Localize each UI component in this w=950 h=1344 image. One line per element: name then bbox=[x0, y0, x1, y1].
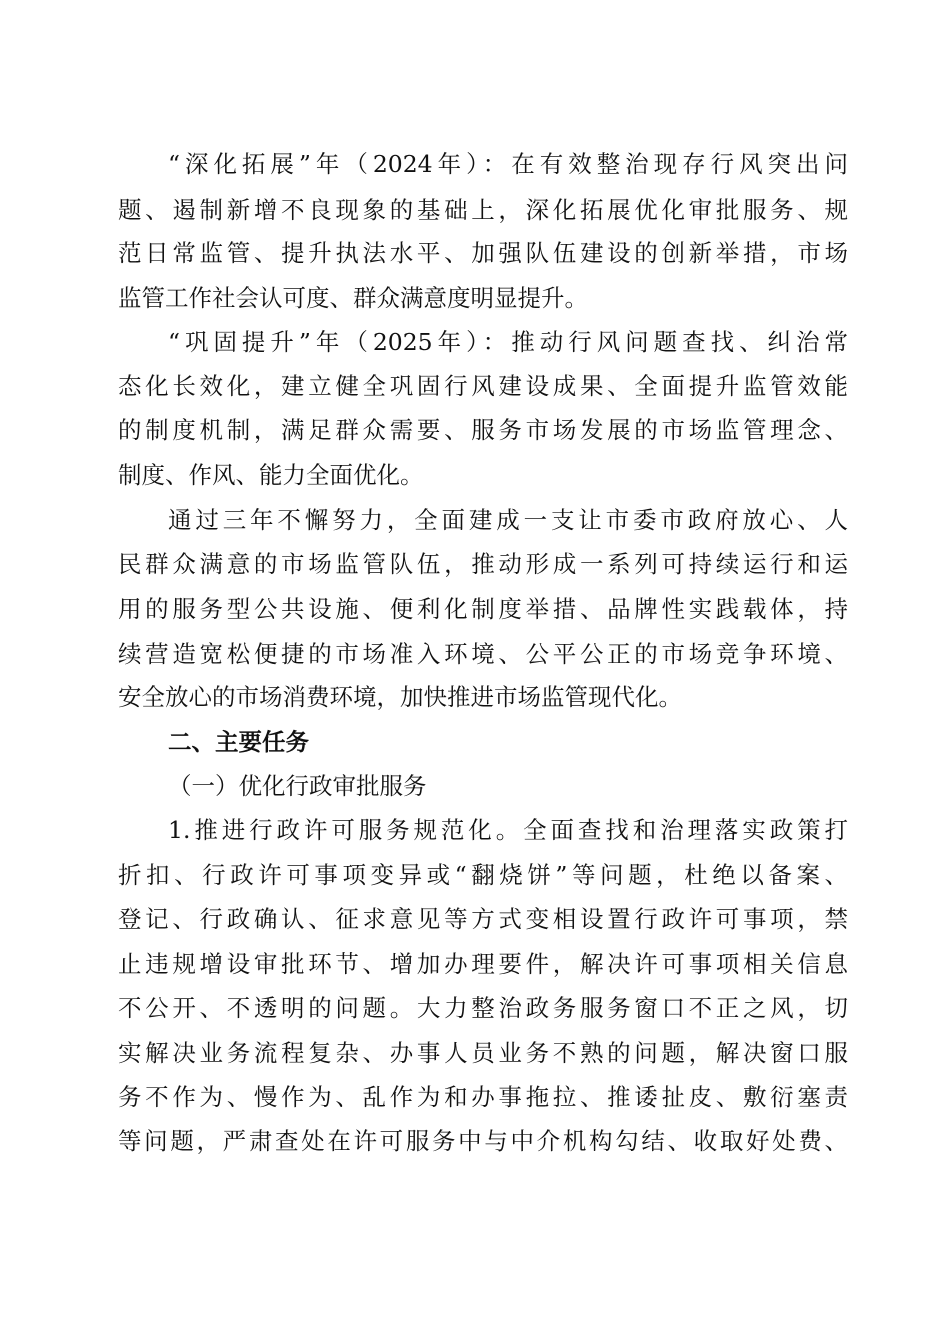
section-heading: 二、主要任务 bbox=[168, 728, 309, 756]
text-line: 实解决业务流程复杂、办事人员业务不熟的问题，解决窗口服 bbox=[118, 1039, 848, 1067]
text-line: 1.推进行政许可服务规范化。全面查找和治理落实政策打 bbox=[168, 816, 848, 844]
text-line: 民群众满意的市场监管队伍，推动形成一系列可持续运行和运 bbox=[118, 550, 848, 578]
text-line: 安全放心的市场消费环境，加快推进市场监管现代化。 bbox=[118, 683, 682, 711]
text-line: “深化拓展”年（2024年）：在有效整治现存行风突出问 bbox=[168, 150, 848, 178]
text-line: 续营造宽松便捷的市场准入环境、公平公正的市场竞争环境、 bbox=[118, 640, 848, 668]
subsection-heading: （一）优化行政审批服务 bbox=[168, 772, 427, 800]
text-line: 止违规增设审批环节、增加办理要件，解决许可事项相关信息 bbox=[118, 950, 848, 978]
text-line: 监管工作社会认可度、群众满意度明显提升。 bbox=[118, 284, 588, 312]
text-line: 通过三年不懈努力，全面建成一支让市委市政府放心、人 bbox=[168, 506, 848, 534]
text-line: 的制度机制，满足群众需要、服务市场发展的市场监管理念、 bbox=[118, 416, 848, 444]
text-line: 态化长效化，建立健全巩固行风建设成果、全面提升监管效能 bbox=[118, 372, 848, 400]
text-line: 用的服务型公共设施、便利化制度举措、品牌性实践载体，持 bbox=[118, 595, 848, 623]
text-line: 登记、行政确认、征求意见等方式变相设置行政许可事项，禁 bbox=[118, 905, 848, 933]
text-line: 折扣、行政许可事项变异或“翻烧饼”等问题，杜绝以备案、 bbox=[118, 861, 848, 889]
text-line: 不公开、不透明的问题。大力整治政务服务窗口不正之风，切 bbox=[118, 994, 848, 1022]
text-line: 制度、作风、能力全面优化。 bbox=[118, 461, 424, 489]
text-line: 等问题，严肃查处在许可服务中与中介机构勾结、收取好处费、 bbox=[118, 1127, 848, 1155]
text-line: 范日常监管、提升执法水平、加强队伍建设的创新举措，市场 bbox=[118, 239, 848, 267]
text-line: 务不作为、慢作为、乱作为和办事拖拉、推诿扯皮、敷衍塞责 bbox=[118, 1083, 848, 1111]
text-line: “巩固提升”年（2025年）：推动行风问题查找、纠治常 bbox=[168, 328, 848, 356]
text-line: 题、遏制新增不良现象的基础上，深化拓展优化审批服务、规 bbox=[118, 196, 848, 224]
